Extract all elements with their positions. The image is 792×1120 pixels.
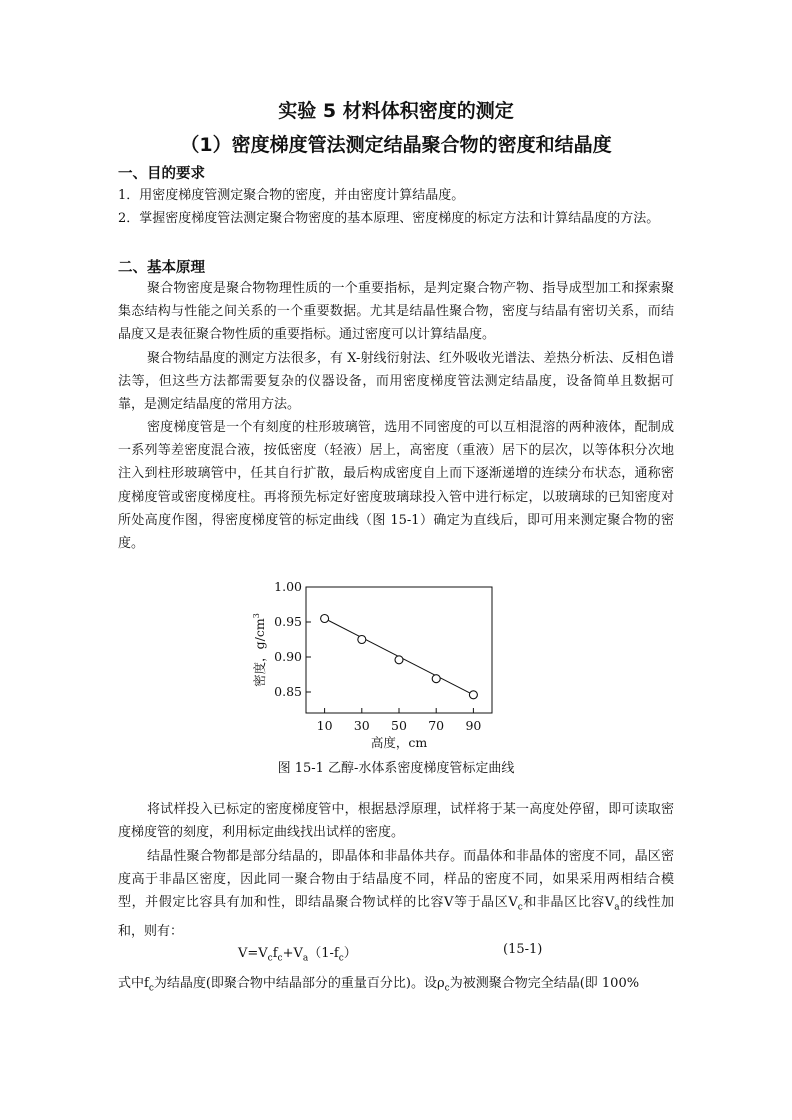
principle-paragraph-1: 聚合物密度是聚合物物理性质的一个重要指标，是判定聚合物产物、指导成型加工和探索聚集态结构与性能之间关系的一个重要数据。尤其是结晶性聚合物，密度与结晶有密切关系，而结晶度又是表征聚合物性质的重要指标。通过密度可以计算结晶度。 xyxy=(118,281,674,343)
principle-paragraph-3: 密度梯度管是一个有刻度的柱形玻璃管，选用不同密度的可以互相混溶的两种液体，配制成一系列等差密度混合液，按低密度（轻液）居上，高密度（重液）居下的层次，以等体积分次地注入到柱形玻璃管中，任其自行扩散，最后构成密度自上而下逐渐递增的连续分布状态，通称密度梯度管或密度梯度柱。再将预先标定好密度玻璃球投入管中进行标定，以玻璃球的已知密度对所处高度作图，得密度梯度管的标定曲线（图 15-1）确定为直线后，即可用来测定聚合物的密度。 xyxy=(118,420,674,552)
equation-number: (15-1) xyxy=(503,942,543,957)
document-subtitle: （1）密度梯度管法测定结晶聚合物的密度和结晶度 xyxy=(180,134,612,156)
data-point xyxy=(321,615,329,623)
eq-sub-a: a xyxy=(302,953,309,964)
calibration-chart xyxy=(240,575,560,755)
x-tick-label: 90 xyxy=(465,718,482,733)
y-tick-label: 1.00 xyxy=(274,579,302,594)
y-tick-label: 0.95 xyxy=(274,614,302,629)
paragraph-6-text-b: 为结晶度(即聚合物中结晶部分的重量百分比)。设ρ xyxy=(153,976,445,991)
eq-part-f: f xyxy=(272,946,278,961)
document-title: 实验 5 材料体积密度的测定 xyxy=(278,100,514,122)
objective-item-2: 2．掌握密度梯度管法测定聚合物密度的基本原理、密度梯度的标定方法和计算结晶度的方法。 xyxy=(118,211,660,226)
paragraph-6-text-c: 为被测聚合物完全结晶(即 100% xyxy=(449,976,640,991)
x-tick-label: 50 xyxy=(391,718,407,733)
section-heading-principle: 二、基本原理 xyxy=(118,260,205,276)
principle-paragraph-2: 聚合物结晶度的测定方法很多，有 X-射线衍射法、红外吸收光谱法、差热分析法、反相色谱法等，但这些方法都需要复杂的仪器设备，而用密度梯度管法测定结晶度，设备简单且数据可靠，是测定结晶度的常用方法。 xyxy=(118,351,674,413)
paragraph-5-text-b: 和非晶区比容V xyxy=(522,895,615,911)
y-axis-label xyxy=(252,613,267,687)
eq-part-plus: +V xyxy=(282,946,303,961)
eq-part-close: ） xyxy=(343,946,357,961)
subscript-c: c xyxy=(517,903,523,913)
eq-part-v: V=V xyxy=(238,946,268,961)
section-heading-objectives: 一、目的要求 xyxy=(118,166,205,182)
y-tick-labels xyxy=(274,579,302,699)
subscript-a: a xyxy=(614,903,620,913)
data-points xyxy=(321,615,478,699)
subscript-c-rho: c xyxy=(444,983,450,994)
eq-sub-c1: c xyxy=(267,953,273,964)
y-axis-label-text: 密度，g/cm xyxy=(252,618,267,687)
x-axis-label: 高度，cm xyxy=(370,735,428,750)
y-tick-label: 0.90 xyxy=(274,649,302,664)
x-tick-label: 10 xyxy=(316,718,333,733)
y-tick-label: 0.85 xyxy=(274,684,302,699)
x-tick-label: 70 xyxy=(428,718,445,733)
subscript-c-fc: c xyxy=(148,983,154,994)
data-point xyxy=(358,636,366,644)
principle-paragraph-4: 将试样投入已标定的密度梯度管中，根据悬浮原理，试样将于某一高度处停留，即可读取密度梯度管的刻度，利用标定曲线找出试样的密度。 xyxy=(118,802,674,841)
principle-paragraph-5 xyxy=(118,845,674,943)
x-tick-label: 30 xyxy=(353,718,370,733)
principle-paragraph-6 xyxy=(118,972,674,1001)
eq-sub-c3: c xyxy=(338,953,344,964)
paragraph-5-text-a: 结晶性聚合物都是部分结晶的，即晶体和非晶体共存。而晶体和非晶体的密度不同，晶区密度高于非晶区密度，因此同一聚合物由于结晶度不同，样品的密度不同，如果采用两相结合模型，并假定比容具有加和性，即结晶聚合物试样的比容V等于晶区V xyxy=(118,849,674,911)
eq-sub-c2: c xyxy=(277,953,283,964)
y-axis-label-sup: 3 xyxy=(252,613,261,619)
paragraph-5-text-c: 的线性加和，则有： xyxy=(118,895,674,940)
figure-caption: 图 15-1 乙醇-水体系密度梯度管标定曲线 xyxy=(277,761,515,776)
equation-15-1 xyxy=(238,942,357,964)
objective-item-1: 1．用密度梯度管测定聚合物的密度，并由密度计算结晶度。 xyxy=(118,188,465,203)
eq-part-paren: （1-f xyxy=(308,946,339,961)
data-point xyxy=(395,656,403,664)
axis-ticks xyxy=(306,587,473,713)
plot-frame xyxy=(306,587,492,713)
x-tick-labels xyxy=(317,718,482,733)
data-point xyxy=(469,691,477,699)
data-point xyxy=(432,675,440,683)
paragraph-6-text-a: 式中f xyxy=(118,976,149,991)
